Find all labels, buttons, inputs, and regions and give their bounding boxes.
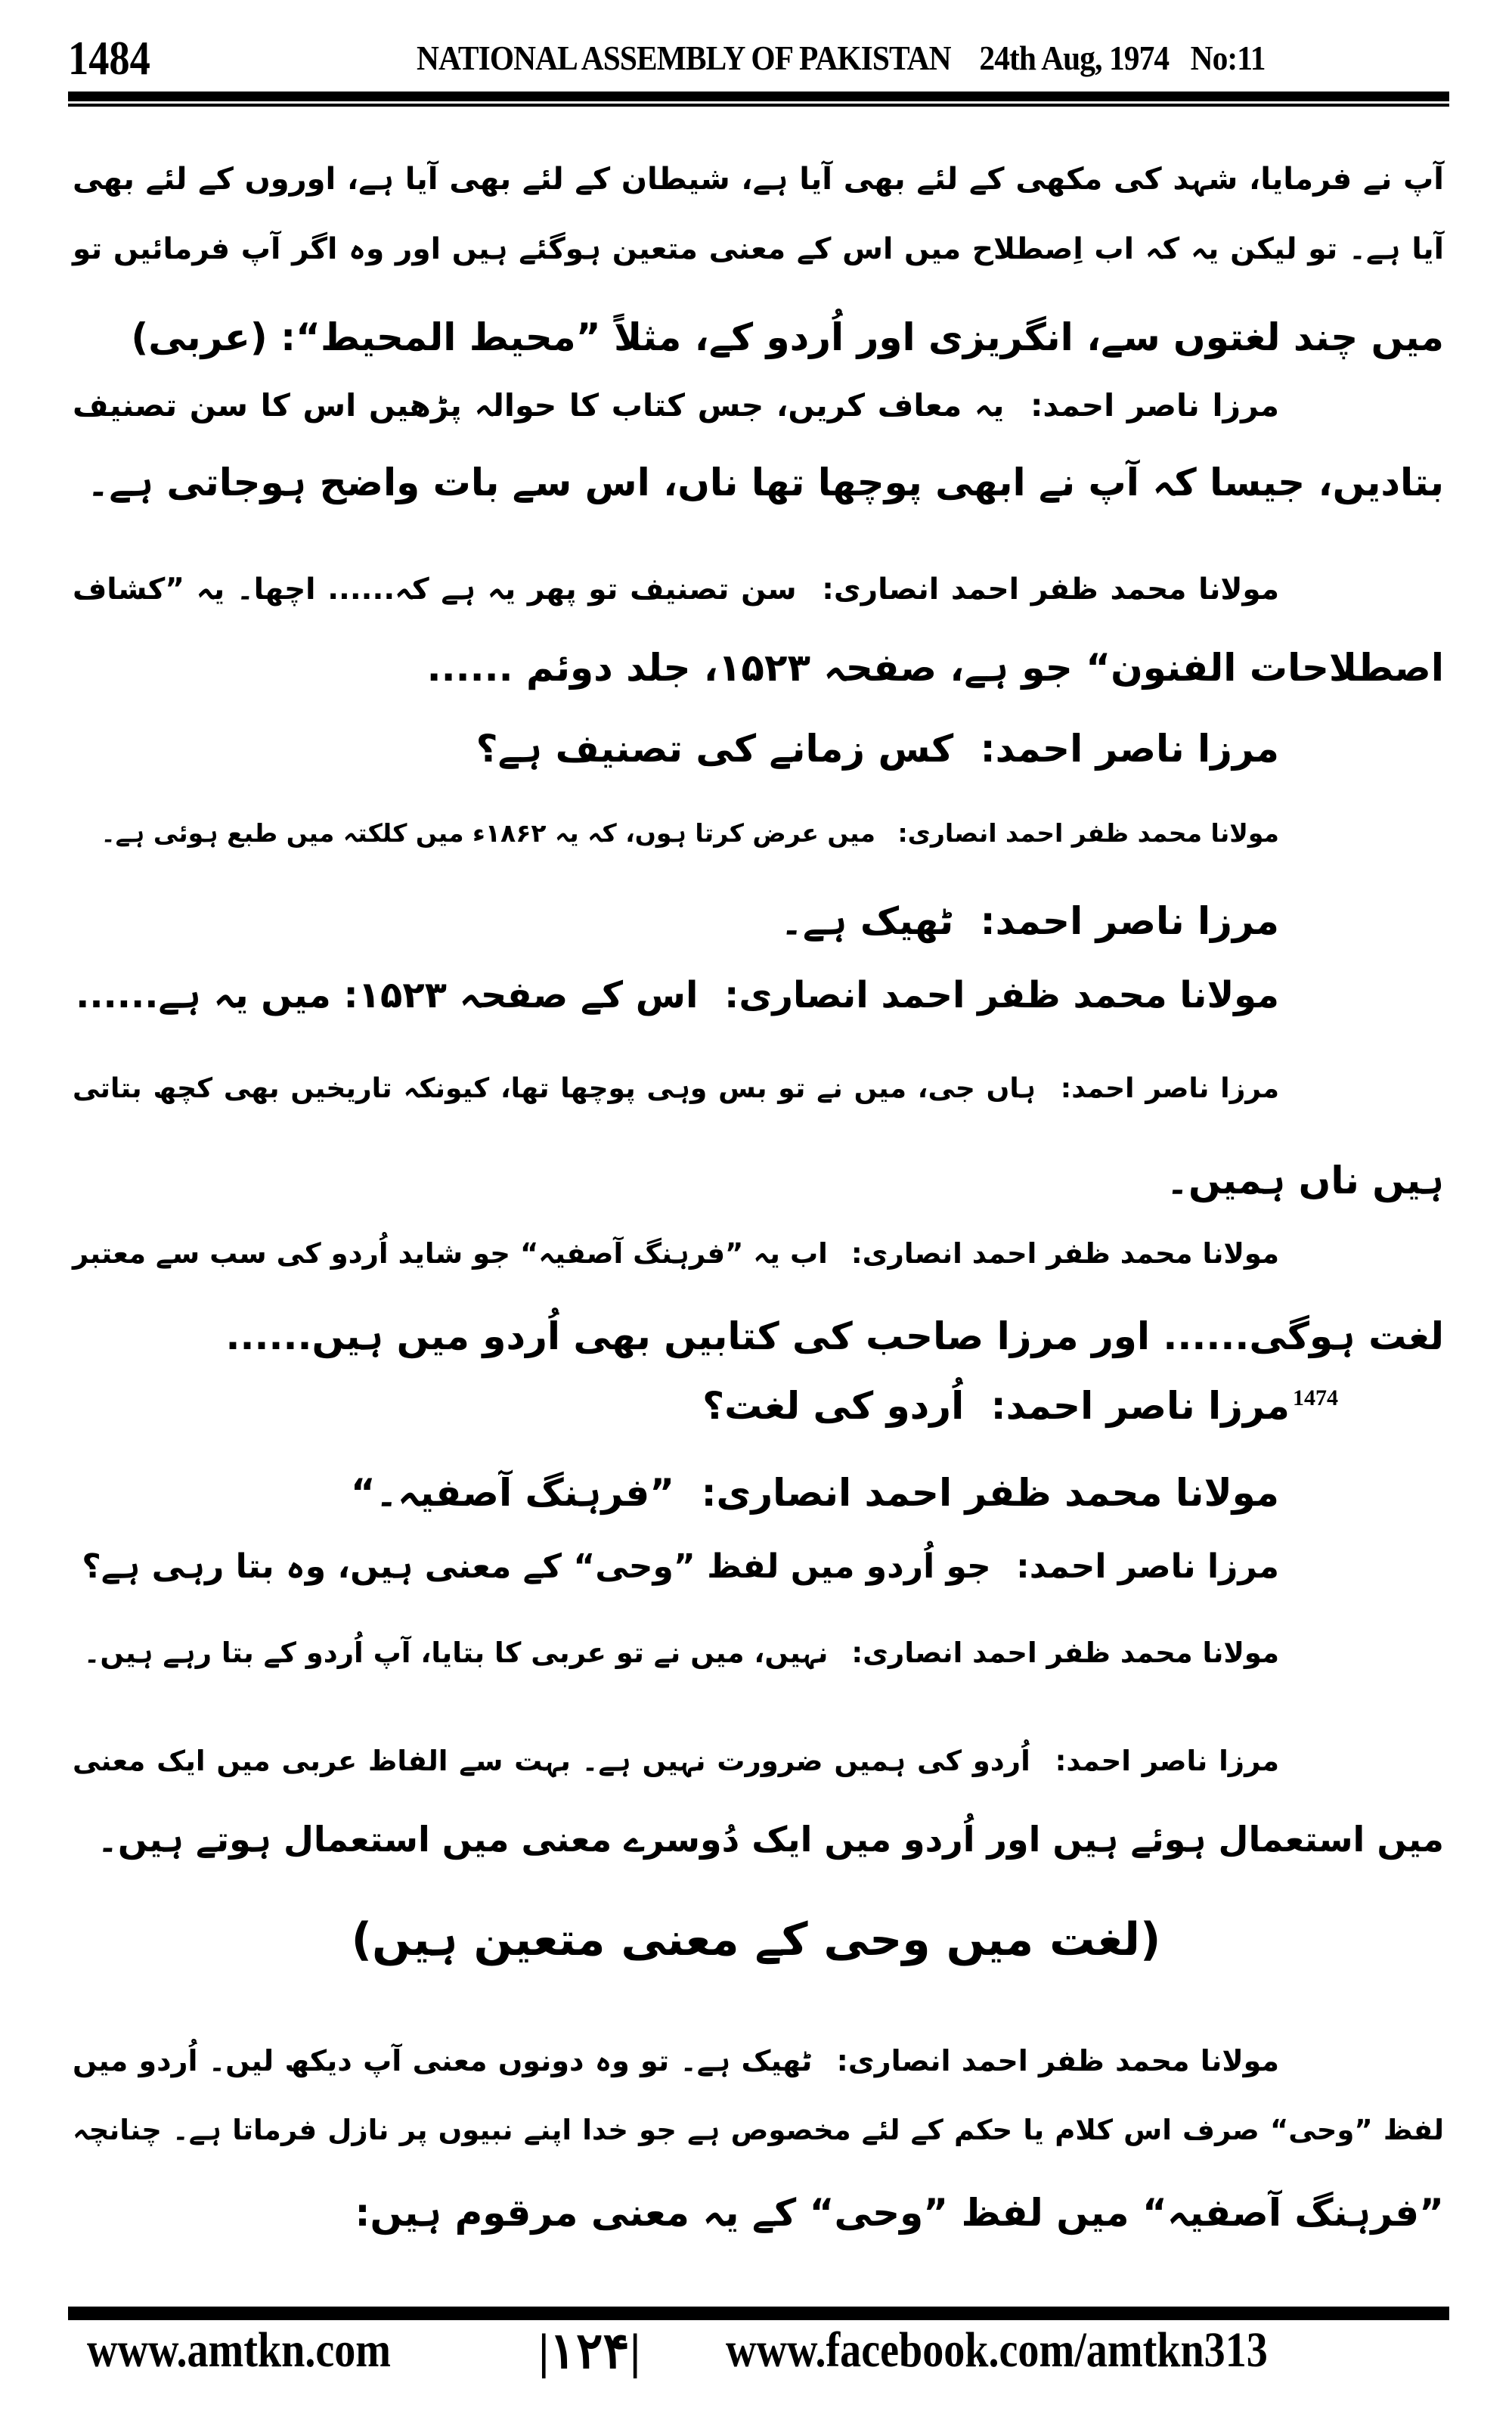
speaker-name: مرزا ناصر احمد: (1030, 387, 1279, 424)
line-text: آپ نے فرمایا، شہد کی مکھی کے لئے بھی آیا ہے، شیطان کے لئے بھی آیا ہے، اوروں کے لئے بھی (73, 162, 1444, 197)
margin-reference-number: 1474 (1293, 1385, 1338, 1411)
speaker-line (73, 1731, 1444, 1792)
line-text: اس کے صفحہ ۱۵۲۳: میں یہ ہے...... (76, 974, 699, 1016)
text-line (73, 2183, 1444, 2243)
section-heading: (لغت میں وحی کے معنی متعین ہیں) (351, 1913, 1161, 1966)
line-text: اصطلاحات الفنون“ جو ہے، صفحہ ۱۵۲۳، جلد دوئم ...... (426, 646, 1444, 690)
speaker-line (73, 1376, 1444, 1436)
header-title: NATIONAL ASSEMBLY OF PAKISTAN (417, 39, 951, 77)
speaker-name: مولانا محمد ظفر احمد انصاری: (822, 572, 1279, 607)
line-text: سن تصنیف تو پھر یہ ہے کہ...... اچھا۔ یہ ”کشاف (73, 572, 797, 607)
page-number: 1484 (68, 31, 150, 85)
line-text: ٹھیک ہے۔ تو وہ دونوں معنی آپ دیکھ لیں۔ اُردو میں (73, 2044, 813, 2077)
speaker-name: مرزا ناصر احمد: (990, 1384, 1290, 1428)
line-text: جو اُردو میں لفظ ”وحی“ کے معنی ہیں، وہ بتا رہی ہے؟ (82, 1547, 991, 1586)
line-text: ”فرہنگ آصفیہ“ میں لفظ ”وحی“ کے یہ معنی مرقوم ہیں: (355, 2191, 1444, 2235)
speaker-name: مرزا ناصر احمد: (1055, 1745, 1279, 1777)
line-text: کس زمانے کی تصنیف ہے؟ (476, 727, 954, 771)
footer-facebook-link[interactable]: www.facebook.com/amtkn313 (726, 2322, 1268, 2378)
text-line (73, 1809, 1444, 1869)
header-rule-thin (68, 104, 1449, 107)
speaker-name: مرزا ناصر احمد: (980, 899, 1279, 943)
text-line (73, 638, 1444, 698)
header-date: 24th Aug, 1974 (979, 39, 1170, 77)
header-issue: No:11 (1190, 39, 1266, 77)
speaker-line (73, 965, 1444, 1025)
speaker-name: مولانا محمد ظفر احمد انصاری: (897, 818, 1279, 848)
speaker-line (73, 1623, 1444, 1683)
speaker-name: مولانا محمد ظفر احمد انصاری: (850, 1237, 1280, 1270)
line-text: لفظ ”وحی“ صرف اس کلام یا حکم کے لئے مخصوص ہے جو خدا اپنے نبیوں پر نازل فرماتا ہے۔ چنانچہ (73, 2114, 1444, 2146)
line-text: میں استعمال ہوئے ہیں اور اُردو میں ایک دُوسرے معنی میں استعمال ہوتے ہیں۔ (97, 1819, 1444, 1860)
line-text: ہاں جی، میں نے تو بس وہی پوچھا تھا، کیونکہ تاریخیں بھی کچھ بتاتی (73, 1073, 1036, 1104)
speaker-line (73, 1224, 1444, 1284)
speaker-line (73, 718, 1444, 779)
line-text: لغت ہوگی...... اور مرزا صاحب کی کتابیں بھی اُردو میں ہیں...... (225, 1314, 1444, 1358)
speaker-name: مرزا ناصر احمد: (980, 727, 1279, 771)
text-line (73, 219, 1444, 280)
line-text: اُردو کی ہمیں ضرورت نہیں ہے۔ بہت سے الفاظ عربی میں ایک معنی (73, 1745, 1030, 1777)
speaker-name: مولانا محمد ظفر احمد انصاری: (724, 974, 1279, 1016)
line-text: بتادیں، جیسا کہ آپ نے ابھی پوچھا تھا ناں، اس سے بات واضح ہوجاتی ہے۔ (87, 461, 1444, 504)
header-rule-thick (68, 92, 1449, 101)
footer-website-link[interactable]: www.amtkn.com (87, 2322, 392, 2378)
speaker-name: مرزا ناصر احمد: (1060, 1073, 1279, 1104)
speaker-line (73, 2031, 1444, 2091)
speaker-name: مرزا ناصر احمد: (1016, 1547, 1279, 1586)
text-line (73, 307, 1444, 368)
speaker-line (73, 560, 1444, 620)
line-text: اب یہ ”فرہنگ آصفیہ“ جو شاید اُردو کی سب سے معتبر (73, 1237, 828, 1270)
speaker-name: مولانا محمد ظفر احمد انصاری: (701, 1471, 1279, 1515)
line-text: میں چند لغتوں سے، انگریزی اور اُردو کے، مثلاً ”محیط المحیط“: (عربی) (131, 315, 1444, 359)
speaker-line (73, 891, 1444, 951)
text-line (73, 149, 1444, 209)
speaker-line (73, 1059, 1444, 1119)
speaker-line (73, 803, 1444, 864)
text-line (73, 2100, 1444, 2161)
speaker-name: مولانا محمد ظفر احمد انصاری: (851, 1637, 1279, 1669)
line-text: ہیں ناں ہمیں۔ (1166, 1159, 1444, 1202)
line-text: یہ معاف کریں، جس کتاب کا حوالہ پڑھیں اس کا سن تصنیف (73, 387, 1005, 424)
running-header (417, 38, 1266, 78)
speaker-line (73, 375, 1444, 436)
text-line (73, 1150, 1444, 1211)
line-text: میں عرض کرتا ہوں، کہ یہ ۱۸۶۲ء میں کلکتہ میں طبع ہوئی ہے۔ (101, 818, 875, 848)
line-text: اُردو کی لغت؟ (702, 1384, 965, 1428)
text-line (73, 452, 1444, 513)
text-line (73, 1306, 1444, 1367)
line-text: نہیں، میں نے تو عربی کا بتایا، آپ اُردو کے بتا رہے ہیں۔ (83, 1637, 829, 1669)
speaker-name: مولانا محمد ظفر احمد انصاری: (836, 2044, 1279, 2077)
line-text: ٹھیک ہے۔ (780, 899, 954, 943)
line-text: ”فرہنگ آصفیہ۔“ (350, 1471, 675, 1515)
line-text: آیا ہے۔ تو لیکن یہ کہ اب اِصطلاح میں اس کے معنی متعین ہوگئے ہیں اور وہ اگر آپ فرمائیں تو (73, 232, 1444, 266)
footer-rule (68, 2307, 1449, 2320)
speaker-line (73, 1463, 1444, 1523)
footer-page-marker: |۱۲۴| (538, 2324, 641, 2379)
speaker-line (73, 1537, 1444, 1597)
